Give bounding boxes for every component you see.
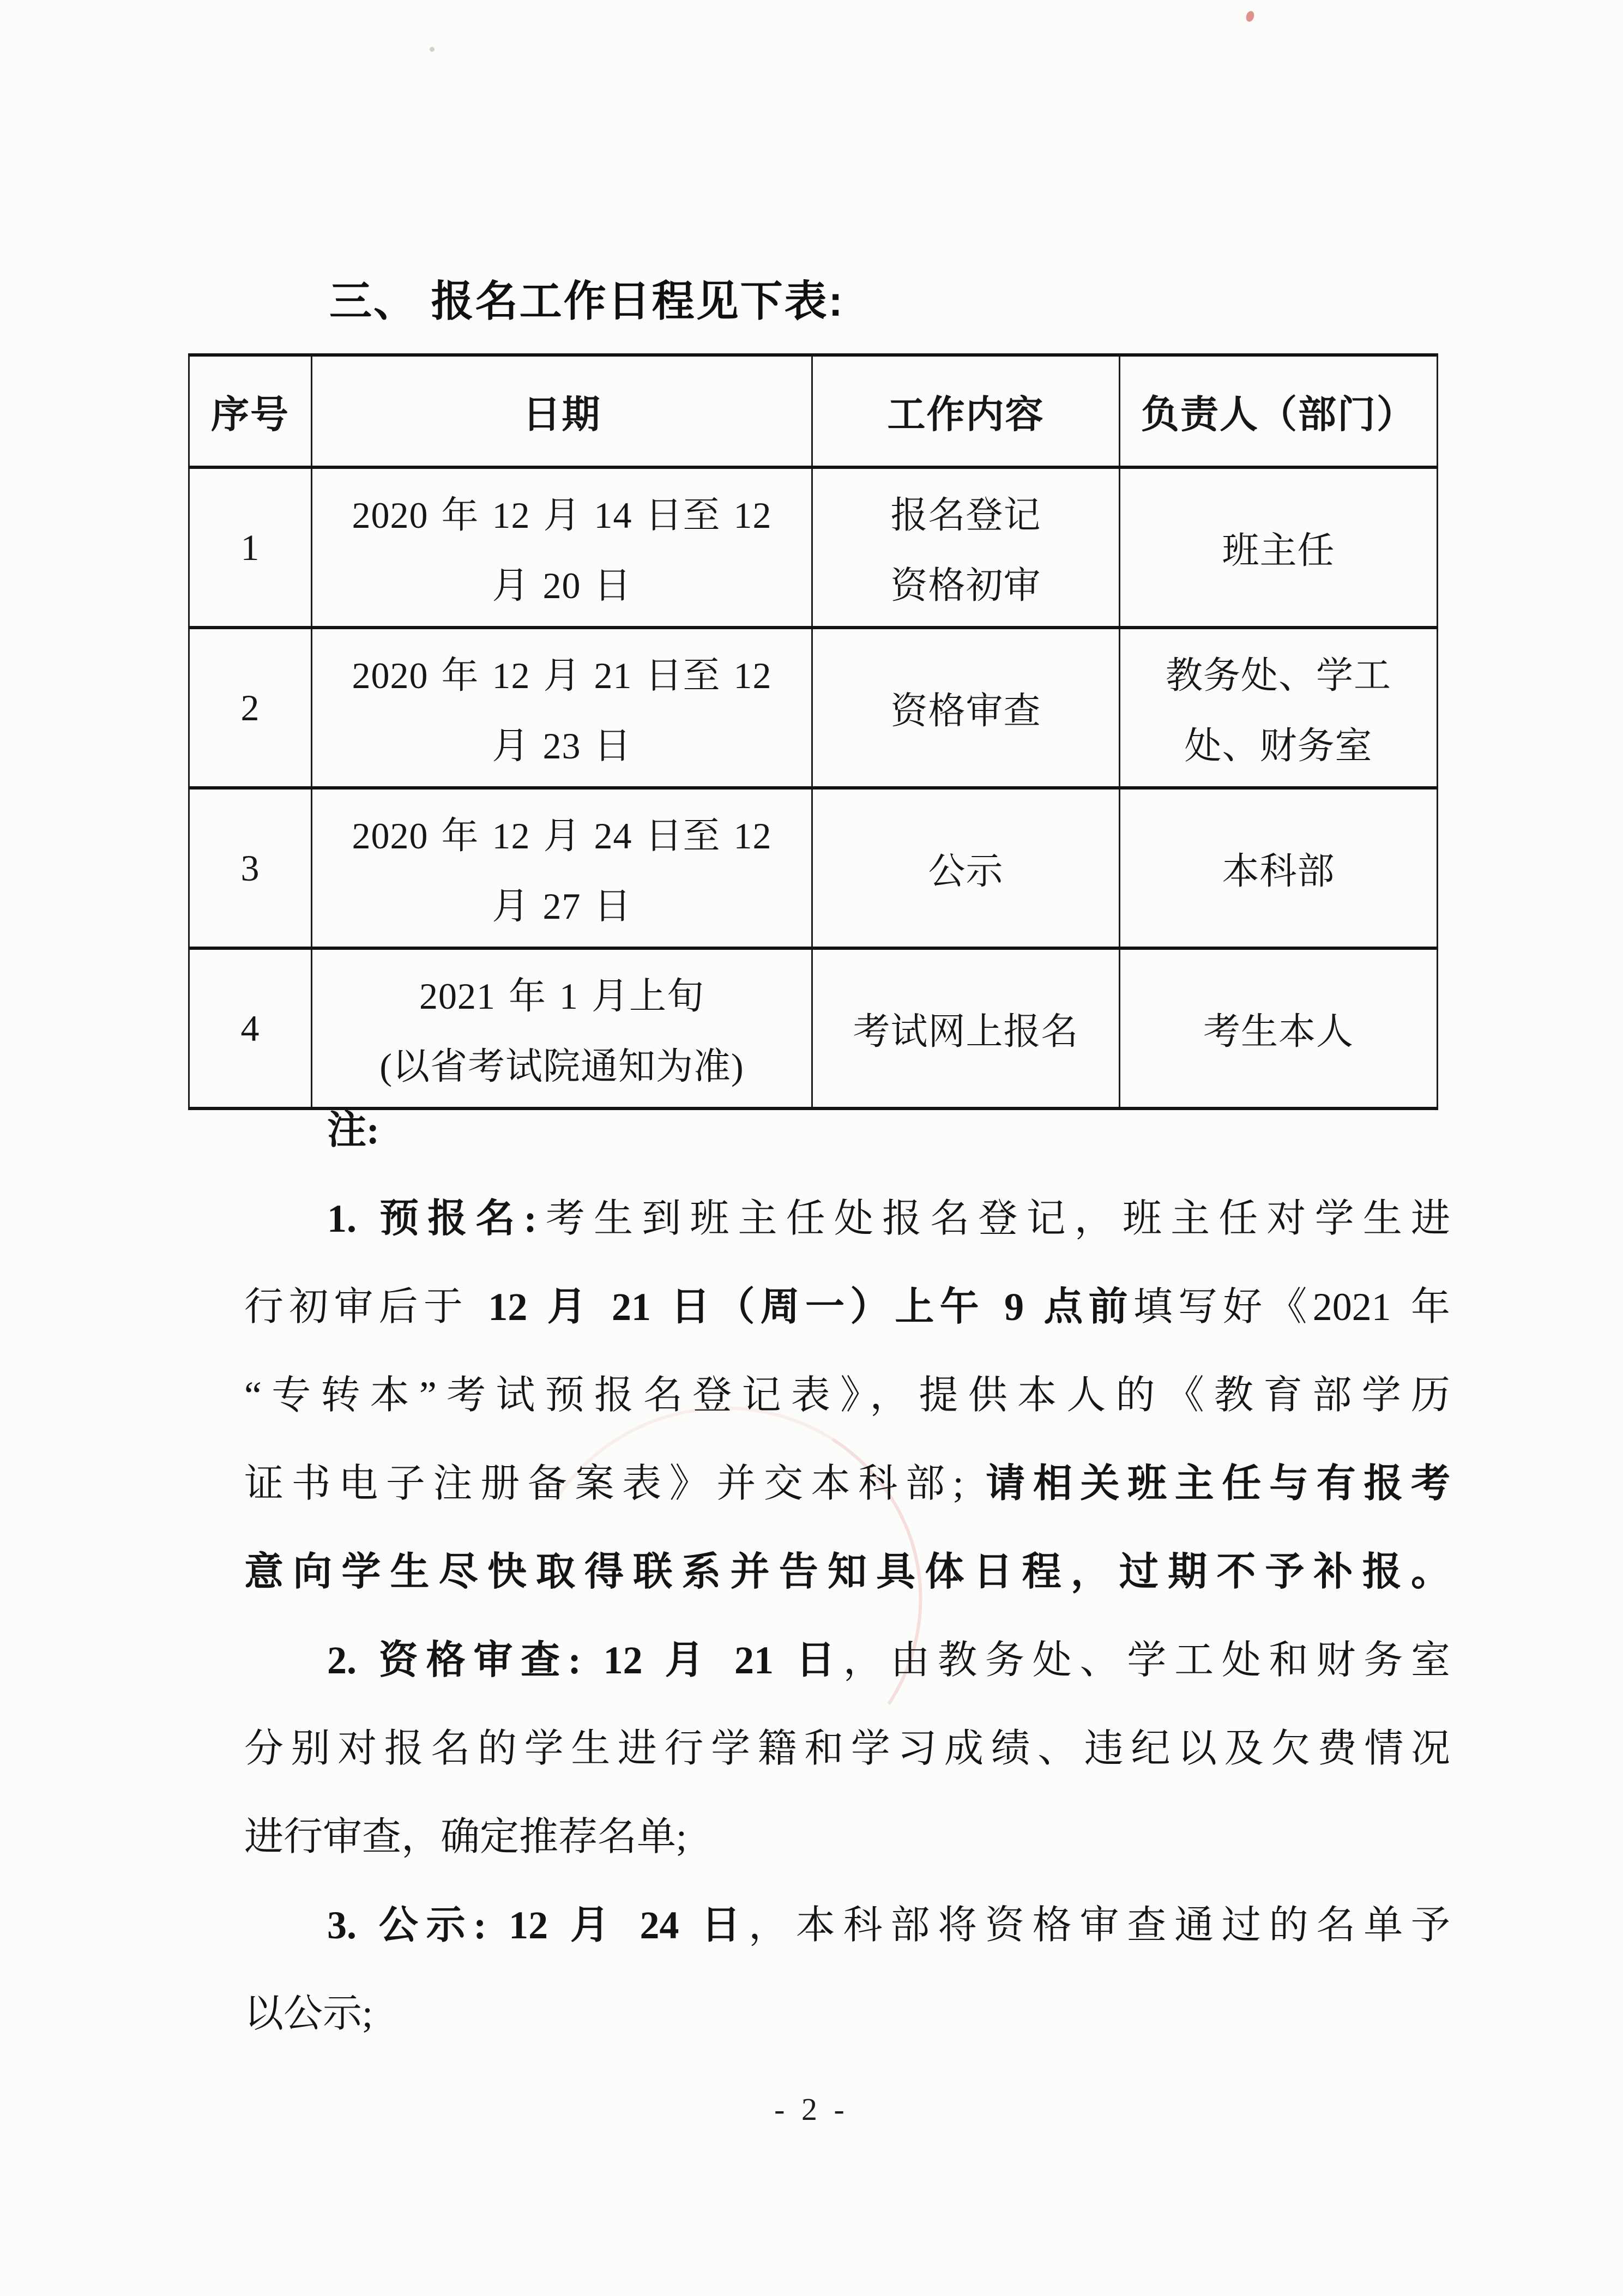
note-segment: ，本科部将资格审查通过的名单予 (749, 1903, 1450, 1947)
cell-date (312, 948, 812, 1108)
scan-artifact-red-speck (1245, 10, 1255, 22)
cell-date (312, 467, 812, 628)
note-line (244, 1616, 1450, 1704)
cell-owner (1120, 628, 1438, 788)
cell-line: 考试网上报名 (853, 1010, 1079, 1052)
cell-owner (1120, 948, 1438, 1108)
note-label (244, 1086, 1450, 1174)
cell-line: 2020 年 12 月 24 日至 12 (352, 815, 772, 857)
table-row (189, 948, 1438, 1108)
note-segment: 分别对报名的学生进行学籍和学习成绩、违纪以及欠费情况 (244, 1727, 1450, 1770)
table-header-cell-task: 工作内容 (812, 355, 1120, 467)
cell-line: 1 (240, 526, 260, 568)
note-segment: “专转本”考试预报名登记表》，提供本人的《教育部学历 (244, 1373, 1450, 1417)
cell-line: 资格初审 (890, 564, 1041, 606)
cell-line: 班主任 (1222, 529, 1335, 571)
table-header-cell-serial: 序号 (189, 355, 312, 467)
cell-line: 月 20 日 (492, 564, 632, 606)
cell-line: 月 23 日 (492, 725, 632, 767)
table-row (189, 788, 1438, 948)
note-line (244, 1881, 1450, 1969)
scan-artifact-gray-speck (430, 47, 435, 52)
cell-line: 报名登记 (890, 495, 1041, 537)
cell-line: 本科部 (1222, 850, 1335, 892)
note-segment: 2. 资格审查: 12 月 21 日 (327, 1638, 843, 1682)
note-segment: 填写好《2021 年 (1133, 1285, 1450, 1329)
cell-serial (189, 467, 312, 628)
cell-line: 2020 年 12 月 14 日至 12 (352, 495, 772, 537)
cell-line: 2 (240, 686, 260, 728)
cell-line: 2021 年 1 月上旬 (419, 975, 704, 1017)
cell-task (812, 948, 1120, 1108)
cell-line: 4 (240, 1007, 260, 1049)
cell-task (812, 628, 1120, 788)
table-row (189, 628, 1438, 788)
cell-task (812, 467, 1120, 628)
cell-line: 月 27 日 (492, 885, 632, 927)
cell-owner (1120, 467, 1438, 628)
cell-line: 公示 (928, 850, 1004, 892)
page-number: - 2 - (774, 2092, 849, 2127)
note-line (244, 1263, 1450, 1351)
note-segment: 3. 公示: 12 月 24 日 (327, 1903, 749, 1947)
section-title: 三、 报名工作日程见下表: (329, 277, 844, 325)
note-line (244, 1704, 1450, 1793)
cell-serial (189, 788, 312, 948)
table-header-cell-owner: 负责人（部门） (1120, 355, 1438, 467)
note-segment: 注: (327, 1108, 379, 1152)
note-line (244, 1969, 1450, 2058)
table-header-cell-date: 日期 (312, 355, 812, 467)
note-segment: ，由教务处、学工处和财务室 (843, 1638, 1450, 1682)
cell-line: 考生本人 (1203, 1010, 1354, 1052)
schedule-table (188, 353, 1438, 1110)
note-segment: 以公示; (244, 1992, 373, 2035)
cell-line: 资格审查 (890, 690, 1041, 732)
cell-line: 3 (240, 847, 260, 889)
note-line (244, 1793, 1450, 1881)
note-segment: 证书电子注册备案表》并交本科部; (244, 1462, 986, 1505)
note-line (244, 1528, 1450, 1616)
note-segment: 意向学生尽快取得联系并告知具体日程，过期不予补报。 (244, 1550, 1450, 1594)
note-segment: 考生到班主任处报名登记，班主任对学生进 (536, 1197, 1450, 1240)
note-line (244, 1351, 1450, 1439)
cell-date (312, 788, 812, 948)
note-segment: 请相关班主任与有报考 (986, 1462, 1450, 1505)
cell-serial (189, 948, 312, 1108)
note-line (244, 1439, 1450, 1528)
note-segment: 行初审后于 (244, 1285, 488, 1329)
cell-line: 2020 年 12 月 21 日至 12 (352, 655, 772, 697)
table-header-row (189, 355, 1438, 467)
cell-date (312, 628, 812, 788)
cell-line: (以省考试院通知为准) (379, 1045, 744, 1087)
note-segment: 进行审查，确定推荐名单; (244, 1815, 687, 1859)
note-segment: 1. 预报名: (327, 1197, 537, 1240)
cell-task (812, 788, 1120, 948)
note-line (244, 1174, 1450, 1263)
cell-serial (189, 628, 312, 788)
cell-owner (1120, 788, 1438, 948)
table-row (189, 467, 1438, 628)
cell-line: 教务处、学工 (1165, 655, 1391, 697)
note-segment: 12 月 21 日（周一）上午 9 点前 (488, 1285, 1133, 1329)
notes-section (244, 1086, 1450, 2058)
cell-line: 处、财务室 (1184, 725, 1373, 767)
